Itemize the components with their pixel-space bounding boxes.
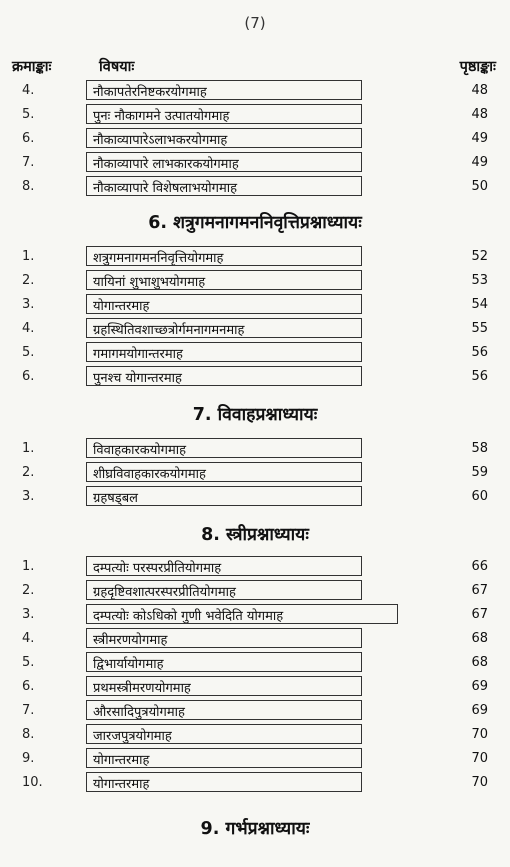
list-item bbox=[0, 152, 510, 174]
list-item bbox=[0, 676, 510, 698]
list-item bbox=[0, 176, 510, 198]
item-number: 6. bbox=[22, 679, 35, 694]
item-page: 60 bbox=[471, 489, 488, 504]
column-header-subject: विषयाः bbox=[99, 59, 135, 75]
item-page: 68 bbox=[471, 631, 488, 646]
list-item bbox=[0, 104, 510, 126]
item-page: 67 bbox=[471, 583, 488, 598]
item-page: 68 bbox=[471, 655, 488, 670]
section-title: 9. गर्भप्रश्नाध्यायः bbox=[200, 819, 310, 839]
item-page: 54 bbox=[471, 297, 488, 312]
list-item bbox=[0, 628, 510, 650]
item-page: 58 bbox=[471, 441, 488, 456]
item-subject: योगान्तरमाह bbox=[86, 294, 362, 314]
item-number: 7. bbox=[22, 155, 35, 170]
column-header-page: पृष्ठाङ्काः bbox=[459, 59, 496, 75]
item-page: 69 bbox=[471, 703, 488, 718]
item-subject: ग्रहषड्बल bbox=[86, 486, 362, 506]
item-page: 56 bbox=[471, 345, 488, 360]
item-page: 69 bbox=[471, 679, 488, 694]
item-page: 70 bbox=[471, 727, 488, 742]
item-page: 70 bbox=[471, 775, 488, 790]
item-page: 67 bbox=[471, 607, 488, 622]
item-number: 3. bbox=[22, 297, 35, 312]
list-item bbox=[0, 580, 510, 602]
item-subject: योगान्तरमाह bbox=[86, 748, 362, 768]
list-item bbox=[0, 270, 510, 292]
item-subject: विवाहकारकयोगमाह bbox=[86, 438, 362, 458]
list-item bbox=[0, 772, 510, 794]
item-number: 1. bbox=[22, 559, 35, 574]
list-item bbox=[0, 438, 510, 460]
list-item bbox=[0, 80, 510, 102]
item-subject: स्त्रीमरणयोगमाह bbox=[86, 628, 362, 648]
item-number: 5. bbox=[22, 345, 35, 360]
item-number: 2. bbox=[22, 465, 35, 480]
item-number: 5. bbox=[22, 655, 35, 670]
item-page: 49 bbox=[471, 155, 488, 170]
section-title: 7. विवाहप्रश्नाध्यायः bbox=[192, 405, 318, 425]
list-item bbox=[0, 294, 510, 316]
item-number: 4. bbox=[22, 83, 35, 98]
section-title: 8. स्त्रीप्रश्नाध्यायः bbox=[201, 525, 309, 545]
item-subject: नौकापतेरनिष्टकरयोगमाह bbox=[86, 80, 362, 100]
item-number: 2. bbox=[22, 273, 35, 288]
list-item bbox=[0, 246, 510, 268]
section-title: 6. शत्रुगमनागमननिवृत्तिप्रश्नाध्यायः bbox=[148, 213, 362, 233]
item-subject: नौकाव्यापारेऽलाभकरयोगमाह bbox=[86, 128, 362, 148]
item-number: 7. bbox=[22, 703, 35, 718]
list-item bbox=[0, 486, 510, 508]
column-header-number: क्रमाङ्काः bbox=[12, 59, 52, 75]
item-subject: गमागमयोगान्तरमाह bbox=[86, 342, 362, 362]
item-page: 48 bbox=[471, 83, 488, 98]
item-number: 5. bbox=[22, 107, 35, 122]
item-page: 55 bbox=[471, 321, 488, 336]
item-subject: योगान्तरमाह bbox=[86, 772, 362, 792]
item-subject: पुनश्च योगान्तरमाह bbox=[86, 366, 362, 386]
item-page: 50 bbox=[471, 179, 488, 194]
item-number: 2. bbox=[22, 583, 35, 598]
item-number: 8. bbox=[22, 727, 35, 742]
item-number: 6. bbox=[22, 369, 35, 384]
item-number: 4. bbox=[22, 321, 35, 336]
item-subject: दम्पत्योः कोऽधिको गुणी भवेदिति योगमाह bbox=[86, 604, 398, 624]
item-page: 49 bbox=[471, 131, 488, 146]
list-item bbox=[0, 724, 510, 746]
list-item bbox=[0, 556, 510, 578]
item-subject: जारजपुत्रयोगमाह bbox=[86, 724, 362, 744]
item-number: 10. bbox=[22, 775, 43, 790]
list-item bbox=[0, 318, 510, 340]
item-subject: शत्रुगमनागमननिवृत्तियोगमाह bbox=[86, 246, 362, 266]
item-page: 56 bbox=[471, 369, 488, 384]
item-page: 52 bbox=[471, 249, 488, 264]
list-item bbox=[0, 366, 510, 388]
item-page: 70 bbox=[471, 751, 488, 766]
item-number: 8. bbox=[22, 179, 35, 194]
list-item bbox=[0, 748, 510, 770]
item-subject: द्विभार्यायोगमाह bbox=[86, 652, 362, 672]
item-subject: यायिनां शुभाशुभयोगमाह bbox=[86, 270, 362, 290]
item-subject: नौकाव्यापारे लाभकारकयोगमाह bbox=[86, 152, 362, 172]
item-page: 53 bbox=[471, 273, 488, 288]
item-number: 1. bbox=[22, 249, 35, 264]
list-item bbox=[0, 700, 510, 722]
item-subject: दम्पत्योः परस्परप्रीतियोगमाह bbox=[86, 556, 362, 576]
item-subject: पुनः नौकागमने उत्पातयोगमाह bbox=[86, 104, 362, 124]
item-number: 3. bbox=[22, 607, 35, 622]
list-item bbox=[0, 128, 510, 150]
list-item bbox=[0, 652, 510, 674]
item-subject: प्रथमस्त्रीमरणयोगमाह bbox=[86, 676, 362, 696]
item-page: 66 bbox=[471, 559, 488, 574]
item-page: 48 bbox=[471, 107, 488, 122]
page-number: (7) bbox=[244, 14, 266, 32]
item-number: 6. bbox=[22, 131, 35, 146]
list-item bbox=[0, 462, 510, 484]
item-number: 3. bbox=[22, 489, 35, 504]
item-subject: नौकाव्यापारे विशेषलाभयोगमाह bbox=[86, 176, 362, 196]
item-number: 1. bbox=[22, 441, 35, 456]
item-subject: शीघ्रविवाहकारकयोगमाह bbox=[86, 462, 362, 482]
list-item bbox=[0, 604, 510, 626]
item-page: 59 bbox=[471, 465, 488, 480]
item-subject: ग्रहस्थितिवशाच्छत्रोर्गमनागमनमाह bbox=[86, 318, 362, 338]
item-number: 4. bbox=[22, 631, 35, 646]
item-subject: औरसादिपुत्रयोगमाह bbox=[86, 700, 362, 720]
list-item bbox=[0, 342, 510, 364]
item-subject: ग्रहदृष्टिवशात्परस्परप्रीतियोगमाह bbox=[86, 580, 362, 600]
item-number: 9. bbox=[22, 751, 35, 766]
